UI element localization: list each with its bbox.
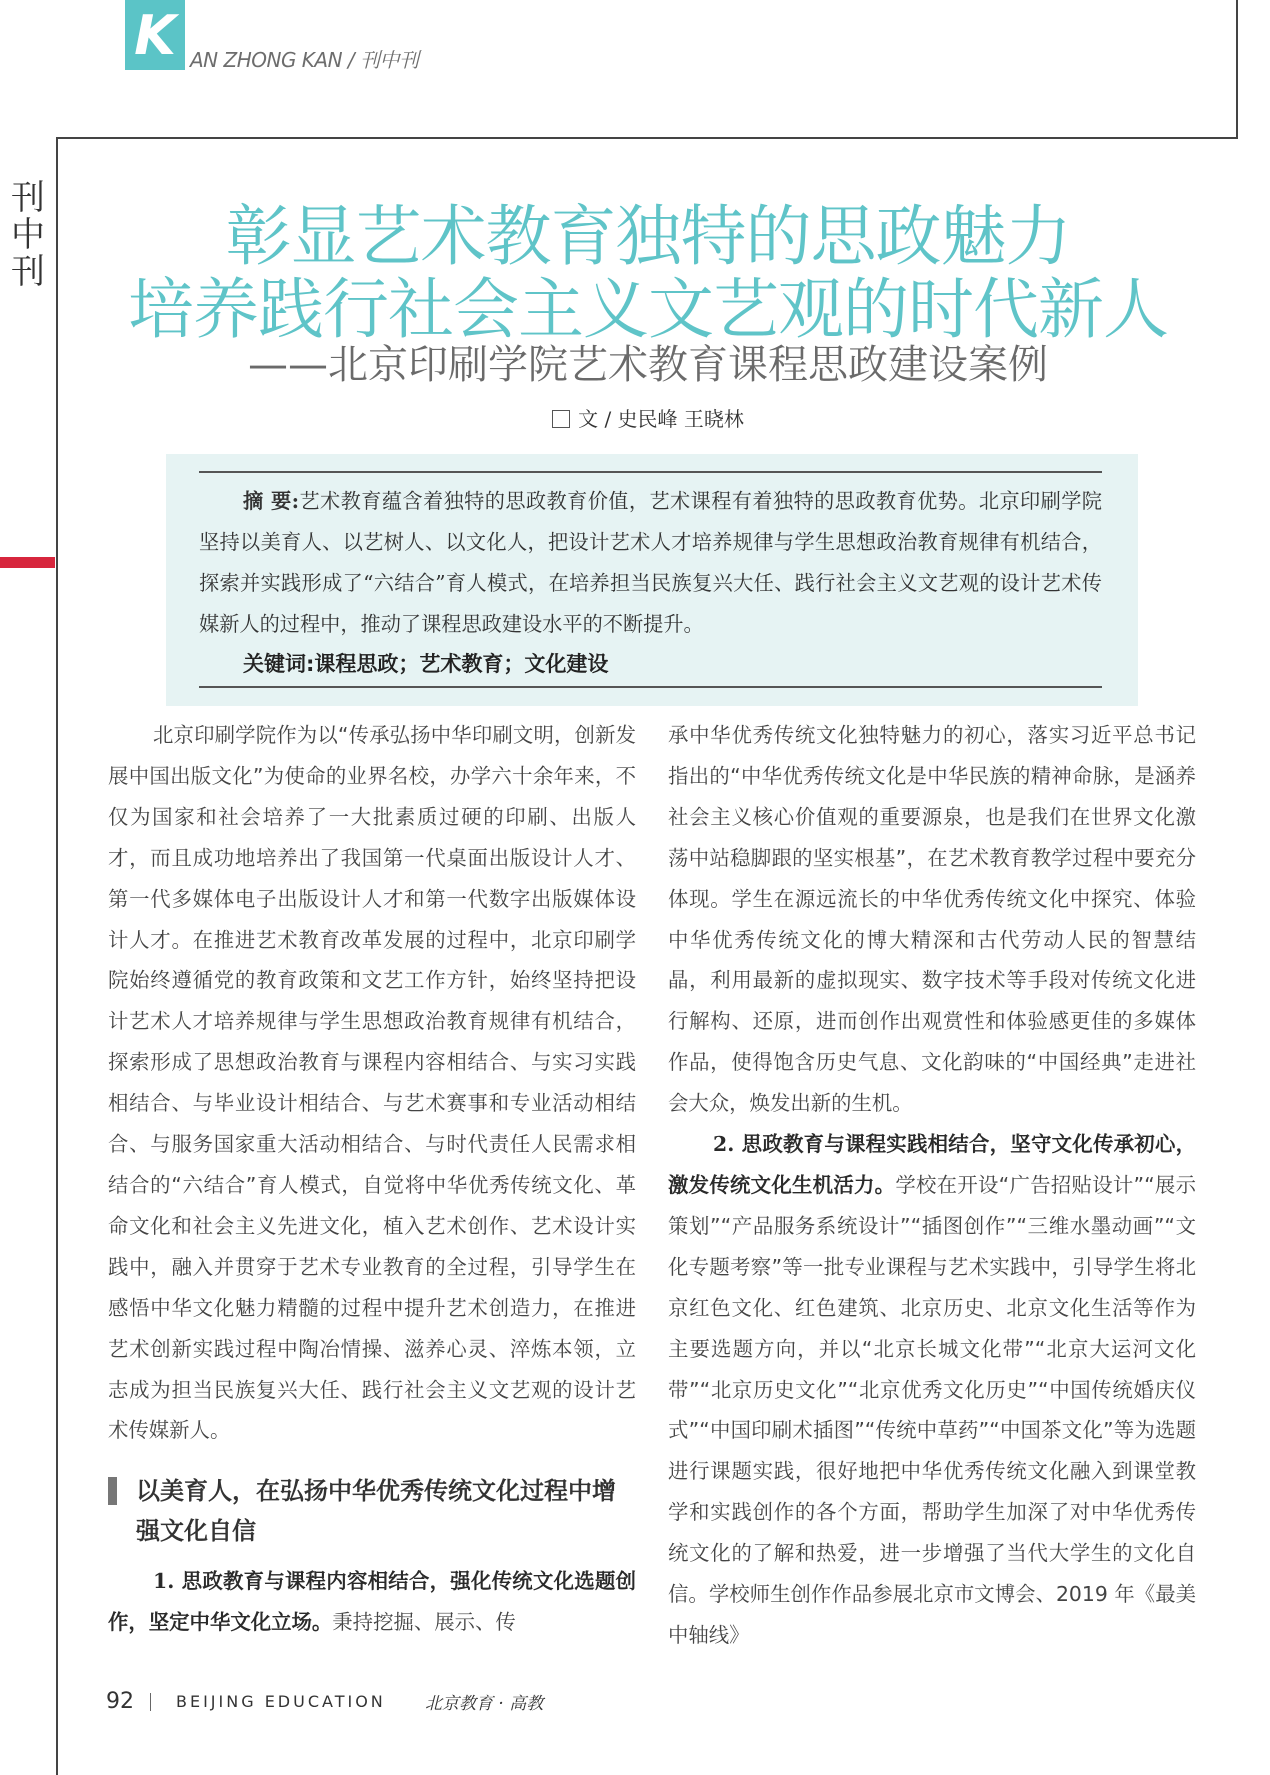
section-heading-text: 以美育人，在弘扬中华优秀传统文化过程中增强文化自信 <box>136 1477 616 1546</box>
article-title-line-1: 彰显艺术教育独特的思政魅力 <box>225 198 1071 275</box>
article-subtitle: ——北京印刷学院艺术教育课程思政建设案例 <box>248 342 1048 388</box>
body-column-left <box>108 715 636 1643</box>
frame-right-rule <box>1236 0 1238 138</box>
footer-separator <box>150 1693 151 1711</box>
article-title-line-2: 培养践行社会主义文艺观的时代新人 <box>128 271 1168 348</box>
paragraph-1-continued: 承中华优秀传统文化独特魅力的初心，落实习近平总书记指出的“中华优秀传统文化是中华民族的精神命脉，是涵养社会主义核心价值观的重要源泉，也是我们在世界文化激荡中站稳脚跟的坚实根基”，在艺术教育教学过程中要充分体现。学生在源远流长的中华优秀传统文化中探究、体验中华优秀传统文化的博大精深和古代劳动人民的智慧结晶，利用最新的虚拟现实、数字技术等手段对传统文化进行解构、还原，进而创作出观赏性和体验感更佳的多媒体作品，使得饱含历史气息、文化韵味的“中国经典”走进社会大众，焕发出新的生机。 <box>668 723 1196 1116</box>
body-column-right <box>668 715 1196 1656</box>
intro-paragraph: 北京印刷学院作为以“传承弘扬中华印刷文明，创新发展中国出版文化”为使命的业界名校，办学六十余年来，不仅为国家和社会培养了一大批素质过硬的印刷、出版人才，而且成功地培养出了我国第一代桌面出版设计人才、第一代多媒体电子出版设计人才和第一代数字出版媒体设计人才。在推进艺术教育改革发展的过程中，北京印刷学院始终遵循党的教育政策和文艺工作方针，始终坚持把设计艺术人才培养规律与学生思想政治教育规律有机结合，探索形成了思想政治教育与课程内容相结合、与实习实践相结合、与毕业设计相结合、与艺术赛事和专业活动相结合、与服务国家重大活动相结合、与时代责任人民需求相结合的“六结合”育人模式，自觉将中华优秀传统文化、革命文化和社会主义先进文化，植入艺术创作、艺术设计实践中，融入并贯穿于艺术专业教育的全过程，引导学生在感悟中华文化魅力精髓的过程中提升艺术创造力，在推进艺术创新实践过程中陶冶情操、滋养心灵、淬炼本领，立志成为担当民族复兴大任、践行社会主义文艺观的设计艺术传媒新人。 <box>108 723 636 1443</box>
paragraph-2-lead: 2. 思政教育与课程实践相结合，坚守文化传承初心，激发传统文化生机活力。 <box>668 1132 1196 1197</box>
abstract-body: 艺术教育蕴含着独特的思政教育价值，艺术课程有着独特的思政教育优势。北京印刷学院坚持以美育人、以艺树人、以文化人，把设计艺术人才培养规律与学生思想政治教育规律有机结合，探索并实践形成了“六结合”育人模式，在培养担当民族复兴大任、践行社会主义文艺观的设计艺术传媒新人的过程中，推动了课程思政建设水平的不断提升。 <box>199 489 1102 636</box>
abstract-bottom-rule <box>199 686 1102 688</box>
side-label-char: 刊 <box>11 178 45 218</box>
frame-top-rule <box>56 137 1238 139</box>
side-section-label <box>8 180 48 291</box>
abstract-text <box>199 481 1102 645</box>
author-line <box>58 403 1238 432</box>
abstract-top-rule <box>199 471 1102 473</box>
paragraph-2 <box>668 1124 1196 1656</box>
keywords: 关键词:课程思政；艺术教育；文化建设 <box>243 652 609 676</box>
paragraph-1-lead: 1. 思政教育与课程内容相结合，强化传统文化选题创作，坚定中华文化立场。 <box>108 1569 636 1635</box>
magazine-name-en: BEIJING EDUCATION <box>176 1692 386 1711</box>
paragraph-2-text: 学校在开设“广告招贴设计”“展示策划”“产品服务系统设计”“插图创作”“三维水墨动画”“文化专题考察”等一批专业课程与艺术实践中，引导学生将北京红色文化、红色建筑、北京历史、北京文化生活等作为主要选题方向，并以“北京长城文化带”“北京大运河文化带”“北京历史文化”“北京优秀文化历史”“中国传统婚庆仪式”“中国印刷术插图”“传统中草药”“中国茶文化”等为选题进行课题实践，很好地把中华优秀传统文化融入到课堂教学和实践创作的各个方面，帮助学生加深了对中华优秀传统文化的了解和热爱，进一步增强了当代大学生的文化自信。学校师生创作作品参展北京市文博会、2019 年《最美中轴线》 <box>668 1172 1196 1647</box>
side-label-char: 中 <box>11 215 45 255</box>
side-label-char: 刊 <box>11 252 45 292</box>
section-heading <box>108 1471 636 1551</box>
magazine-name-cn: 北京教育 · 高教 <box>425 1694 544 1714</box>
abstract-label: 摘 要: <box>243 489 300 513</box>
column-logo: K <box>125 0 185 70</box>
paragraph-1-text-left: 秉持挖掘、展示、传 <box>332 1610 516 1635</box>
red-margin-mark <box>0 557 55 568</box>
paragraph-1-start <box>108 1561 636 1643</box>
square-bullet-icon <box>552 410 570 428</box>
section-bar-icon <box>108 1477 117 1505</box>
page-number: 92 <box>106 1689 134 1714</box>
author-names: 文 / 史民峰 王晓林 <box>578 407 744 431</box>
running-head: AN ZHONG KAN / 刊中刊 <box>190 48 419 72</box>
